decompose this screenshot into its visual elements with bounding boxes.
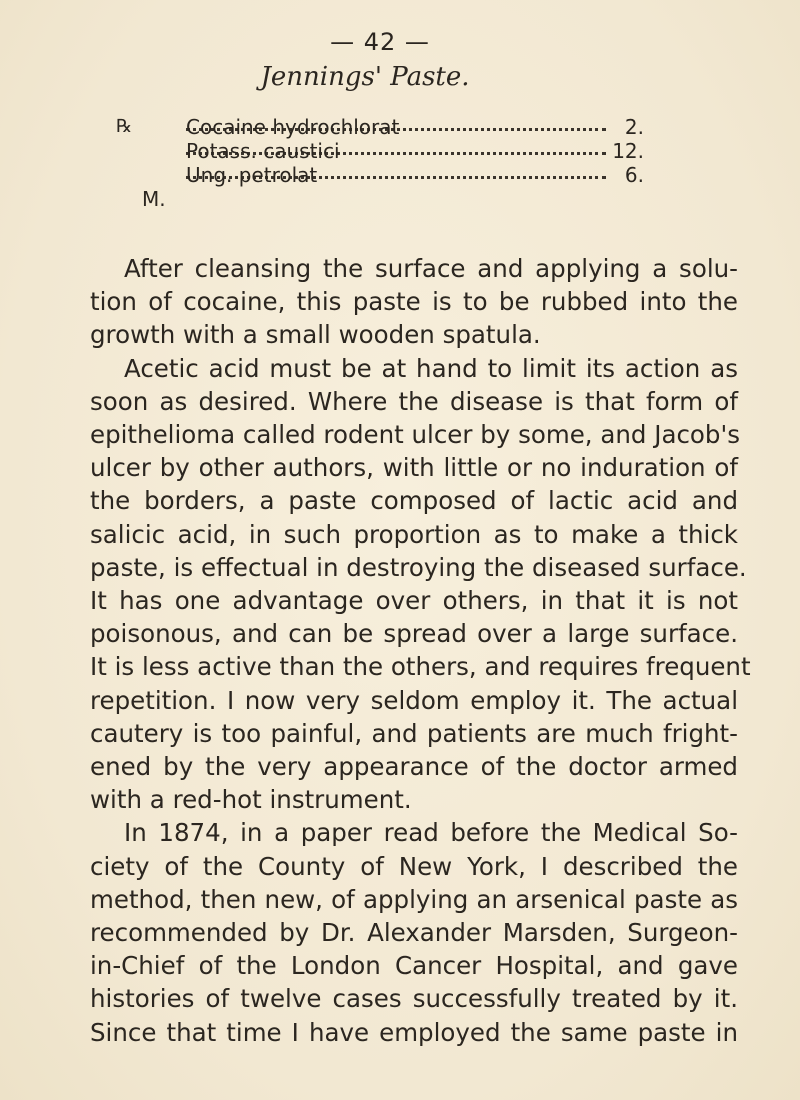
rx-symbol: ℞ <box>116 116 133 137</box>
body-text <box>56 252 751 1049</box>
misce-label: M. <box>142 187 166 211</box>
text-line: soon as desired. Where the disease is that form of <box>90 386 738 416</box>
text-line: It has one advantage over others, in that it is not <box>90 586 738 616</box>
text-line: recommended by Dr. Alexander Marsden, Surgeon- <box>90 918 738 948</box>
text-line: Acetic acid must be at hand to limit its action as <box>124 353 738 383</box>
page-number: — 42 — <box>330 28 430 56</box>
text-line: ened by the very appearance of the doctor armed <box>90 752 738 782</box>
text-line: poisonous, and can be spread over a large surface. <box>90 619 738 649</box>
recipe-row <box>134 187 644 211</box>
section-title: Jennings' Paste. <box>260 62 470 92</box>
text-line: the borders, a paste composed of lactic acid and <box>90 486 738 516</box>
recipe-row <box>134 139 644 163</box>
text-line: method, then new, of applying an arsenical paste as <box>90 884 738 914</box>
text-line: ciety of the County of New York, I described the <box>90 851 738 881</box>
text-line: cautery is too painful, and patients are much fright- <box>90 718 738 748</box>
text-line: It is less active than the others, and requires frequent <box>90 652 751 682</box>
text-line: Since that time I have employed the same paste in <box>90 1017 738 1047</box>
paragraph <box>56 816 738 1048</box>
text-line: tion of cocaine, this paste is to be rubbed into the <box>90 287 738 317</box>
text-line: in-Chief of the London Cancer Hospital, and gave <box>90 951 738 981</box>
recipe-row <box>134 163 644 187</box>
paragraph <box>56 352 751 817</box>
ingredient-amount: 12. <box>612 139 644 163</box>
text-line: ulcer by other authors, with little or no induration of <box>90 453 738 483</box>
text-line: salicic acid, in such proportion as to make a thick <box>90 519 738 549</box>
text-line: epithelioma called rodent ulcer by some, and Jacob's <box>90 420 740 450</box>
recipe-row <box>116 115 644 139</box>
paragraph <box>56 252 738 352</box>
ingredient-name: Ung. petrolat <box>186 163 318 187</box>
ingredient-name: Potass. caustici <box>186 139 340 163</box>
text-line: paste, is effectual in destroying the diseased surface. <box>90 552 747 582</box>
ingredient-name: Cocaine hydrochlorat <box>186 115 400 139</box>
text-line: repetition. I now very seldom employ it. The actual <box>90 685 738 715</box>
ingredient-amount: 6. <box>624 163 644 187</box>
text-line: After cleansing the surface and applying a solu- <box>124 254 738 283</box>
text-line: histories of twelve cases successfully treated by it. <box>90 984 738 1014</box>
text-line: growth with a small wooden spatula. <box>90 320 541 350</box>
ingredient-amount: 2. <box>624 115 644 139</box>
prescription <box>116 115 644 211</box>
text-line: with a red-hot instrument. <box>90 785 412 815</box>
text-line: In 1874, in a paper read before the Medical So- <box>124 818 738 848</box>
